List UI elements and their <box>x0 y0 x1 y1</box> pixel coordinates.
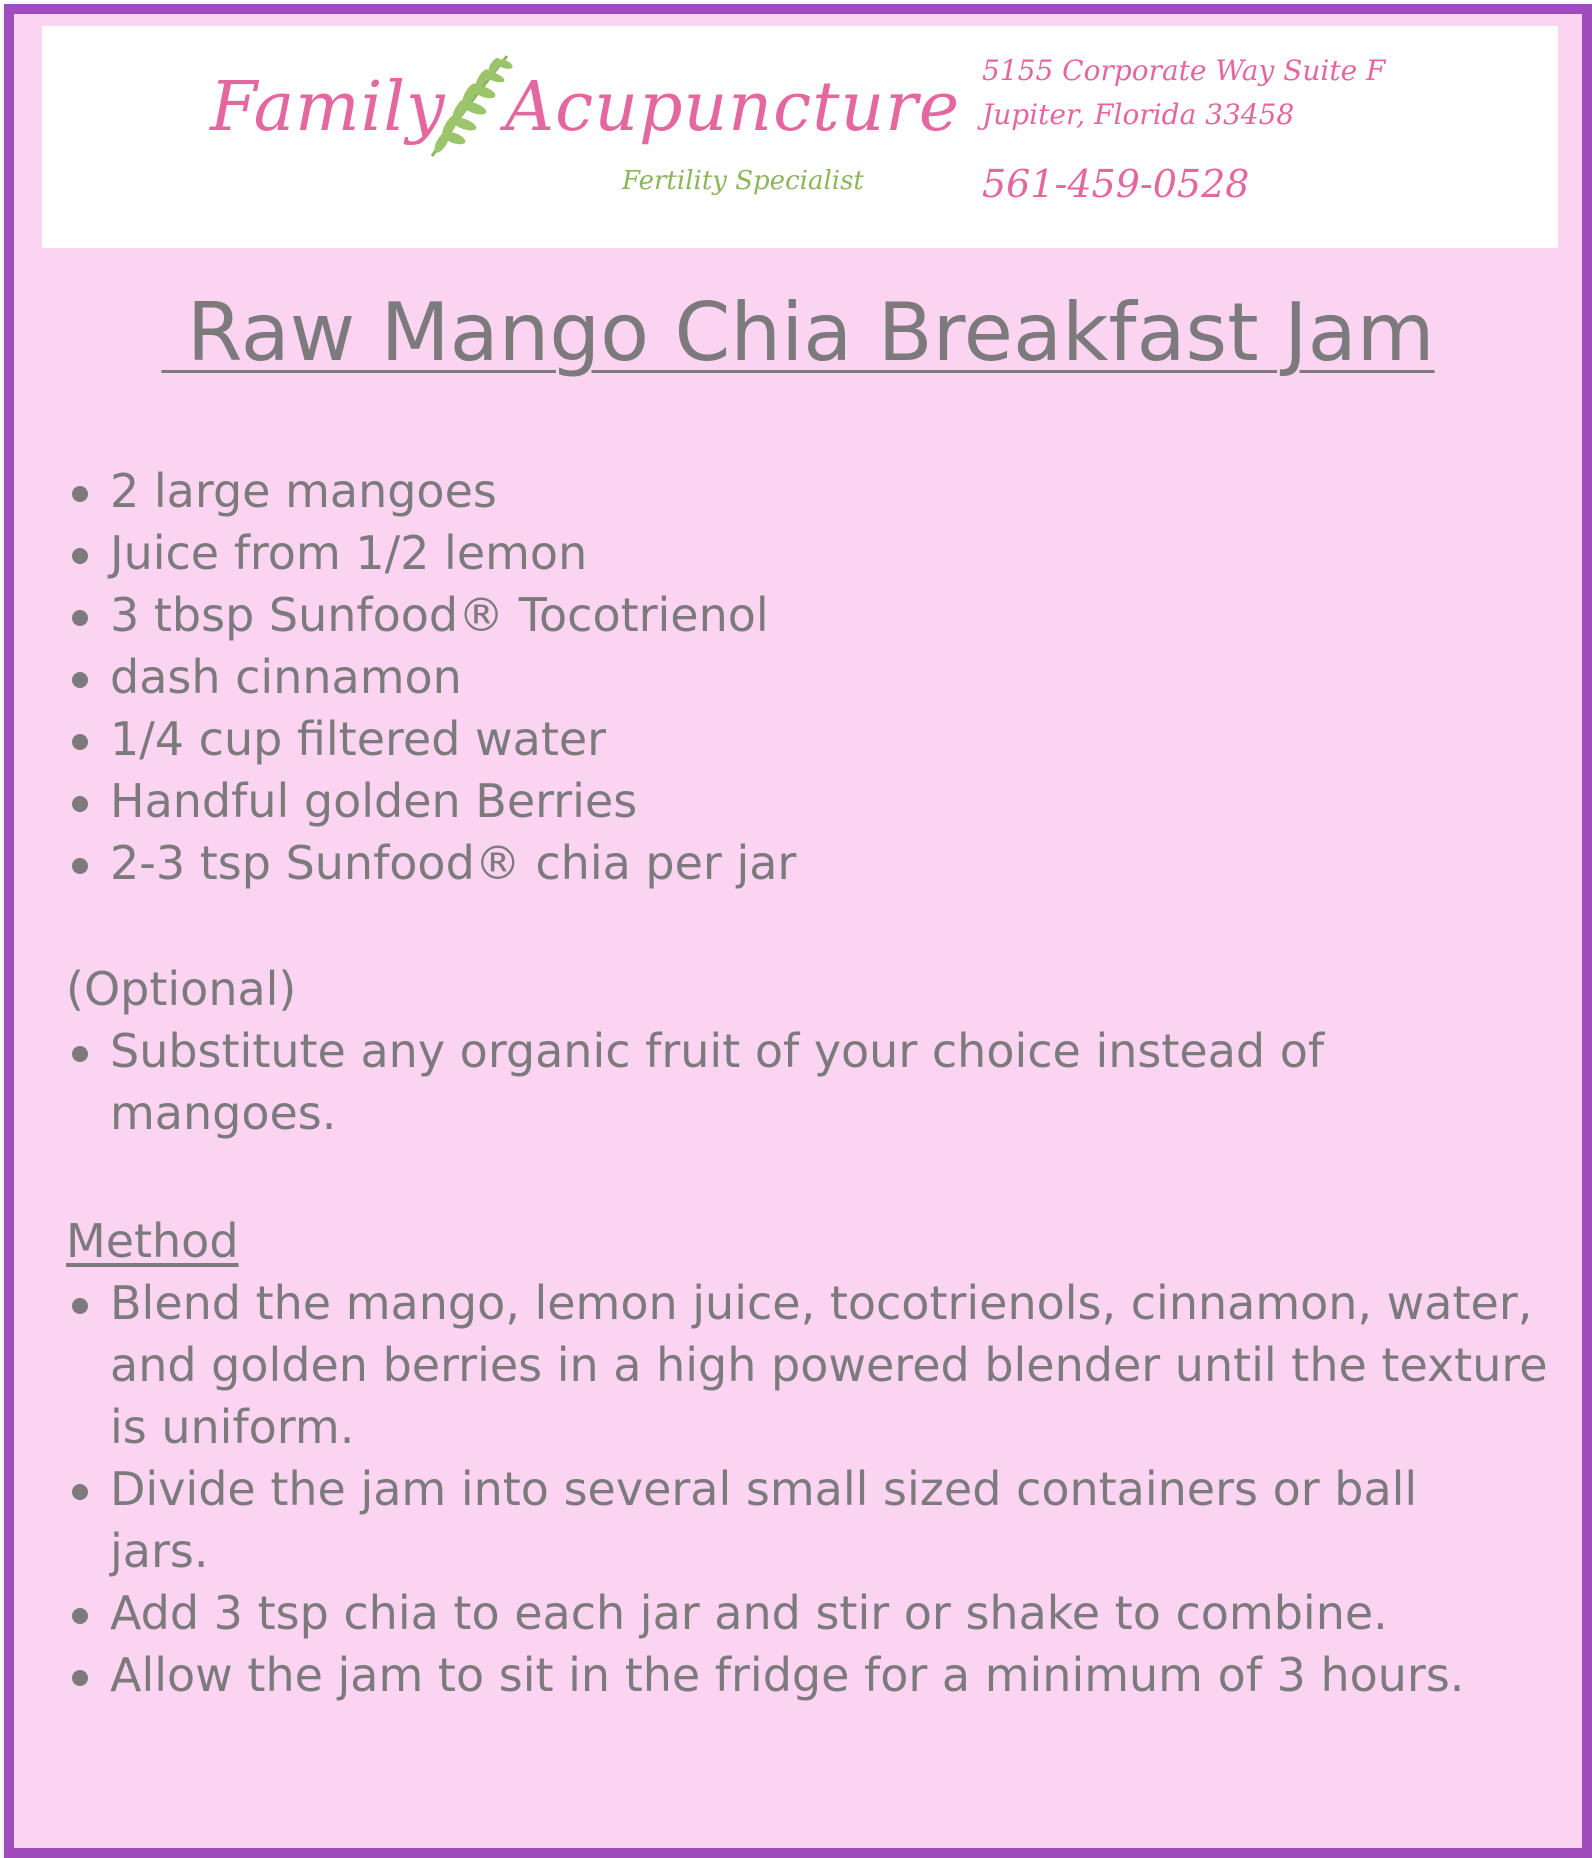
letterhead <box>42 26 1558 248</box>
logo-text-acupuncture: Acupuncture <box>505 68 961 147</box>
optional-item: Substitute any organic fruit of your choice instead of mangoes. <box>66 1020 1356 1144</box>
recipe-title <box>14 286 1582 379</box>
method-list <box>66 1272 1566 1706</box>
ingredient-item: dash cinnamon <box>66 646 1566 708</box>
logo-tagline: Fertility Specialist <box>622 166 864 196</box>
recipe-card <box>4 4 1592 1858</box>
ingredient-list <box>66 460 1566 894</box>
ingredient-item: 2-3 tsp Sunfood® chia per jar <box>66 832 1566 894</box>
method-heading: Method <box>66 1214 239 1268</box>
method-step: Divide the jam into several small sized containers or ball jars. <box>66 1458 1566 1582</box>
recipe-title-text: Raw Mango Chia Breakfast Jam <box>161 286 1435 379</box>
optional-list <box>66 1020 1356 1144</box>
address-line-2: Jupiter, Florida 33458 <box>982 98 1295 131</box>
ingredient-item: 3 tbsp Sunfood® Tocotrienol <box>66 584 1566 646</box>
ingredient-item: Handful golden Berries <box>66 770 1566 832</box>
ingredient-item: Juice from 1/2 lemon <box>66 522 1566 584</box>
method-step: Allow the jam to sit in the fridge for a minimum of 3 hours. <box>66 1644 1566 1706</box>
method-step: Add 3 tsp chia to each jar and stir or shake to combine. <box>66 1582 1566 1644</box>
method-step: Blend the mango, lemon juice, tocotrienols, cinnamon, water, and golden berries in a high powered blender until the texture is uniform. <box>66 1272 1566 1458</box>
optional-heading: (Optional) <box>66 962 297 1016</box>
ingredient-item: 1/4 cup filtered water <box>66 708 1566 770</box>
ingredient-item: 2 large mangoes <box>66 460 1566 522</box>
logo-text-family: Family <box>210 68 446 147</box>
address-line-1: 5155 Corporate Way Suite F <box>982 54 1386 87</box>
phone-number: 561-459-0528 <box>982 162 1250 206</box>
